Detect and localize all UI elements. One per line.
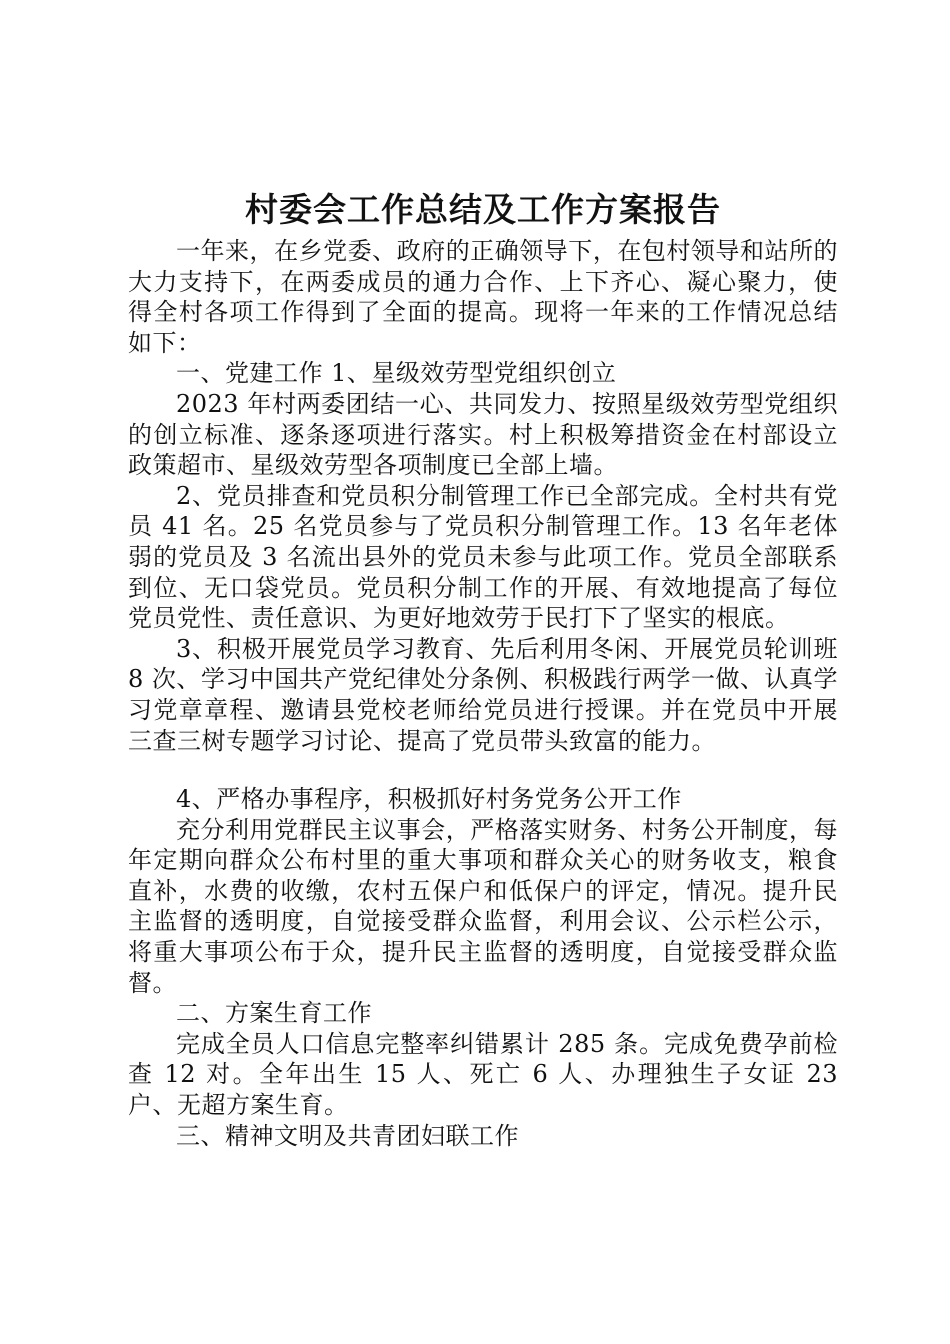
paragraph-member-education: 3、积极开展党员学习教育、先后利用冬闲、开展党员轮训班 8 次、学习中国共产党纪律处分条例、积极践行两学一做、认真学习党章章程、邀请县党校老师给党员进行授课。并在党员中开展三查三树专题学习讨论、提高了党员带头致富的能力。: [128, 634, 838, 755]
document-title: 村委会工作总结及工作方案报告: [245, 190, 721, 229]
heading-civilization-work: 三、精神文明及共青团妇联工作: [176, 1121, 519, 1150]
heading-family-planning: 二、方案生育工作: [176, 999, 372, 1028]
heading-party-building: 一、党建工作 1、星级效劳型党组织创立: [176, 359, 617, 388]
heading-affairs-disclosure: 4、严格办事程序，积极抓好村务党务公开工作: [176, 785, 682, 814]
paragraph-star-service: 2023 年村两委团结一心、共同发力、按照星级效劳型党组织的创立标准、逐条逐项进行落实。村上积极筹措资金在村部设立政策超市、星级效劳型各项制度已全部上墙。: [128, 389, 838, 480]
paragraph-member-points: 2、党员排查和党员积分制管理工作已全部完成。全村共有党员 41 名。25 名党员参与了党员积分制管理工作。13 名年老体弱的党员及 3 名流出县外的党员未参与此项工作。党员全部联系到位、无口袋党员。党员积分制工作的开展、有效地提高了每位党员党性、责任意识、为更好地效劳于民打下了坚实的根底。: [128, 481, 838, 633]
paragraph-intro: 一年来，在乡党委、政府的正确领导下，在包村领导和站所的大力支持下，在两委成员的通力合作、上下齐心、凝心聚力，使得全村各项工作得到了全面的提高。现将一年来的工作情况总结如下：: [128, 237, 838, 357]
paragraph-affairs-disclosure: 充分利用党群民主议事会，严格落实财务、村务公开制度，每年定期向群众公布村里的重大事项和群众关心的财务收支，粮食直补，水费的收缴，农村五保户和低保户的评定，情况。提升民主监督的透明度，自觉接受群众监督，利用会议、公示栏公示，将重大事项公布于众，提升民主监督的透明度，自觉接受群众监督。: [128, 815, 838, 997]
paragraph-family-planning: 完成全员人口信息完整率纠错累计 285 条。完成免费孕前检查 12 对。全年出生 15 人、死亡 6 人、办理独生子女证 23 户、无超方案生育。: [128, 1029, 838, 1120]
document-page: [128, 186, 838, 1151]
spacer: [128, 756, 838, 784]
